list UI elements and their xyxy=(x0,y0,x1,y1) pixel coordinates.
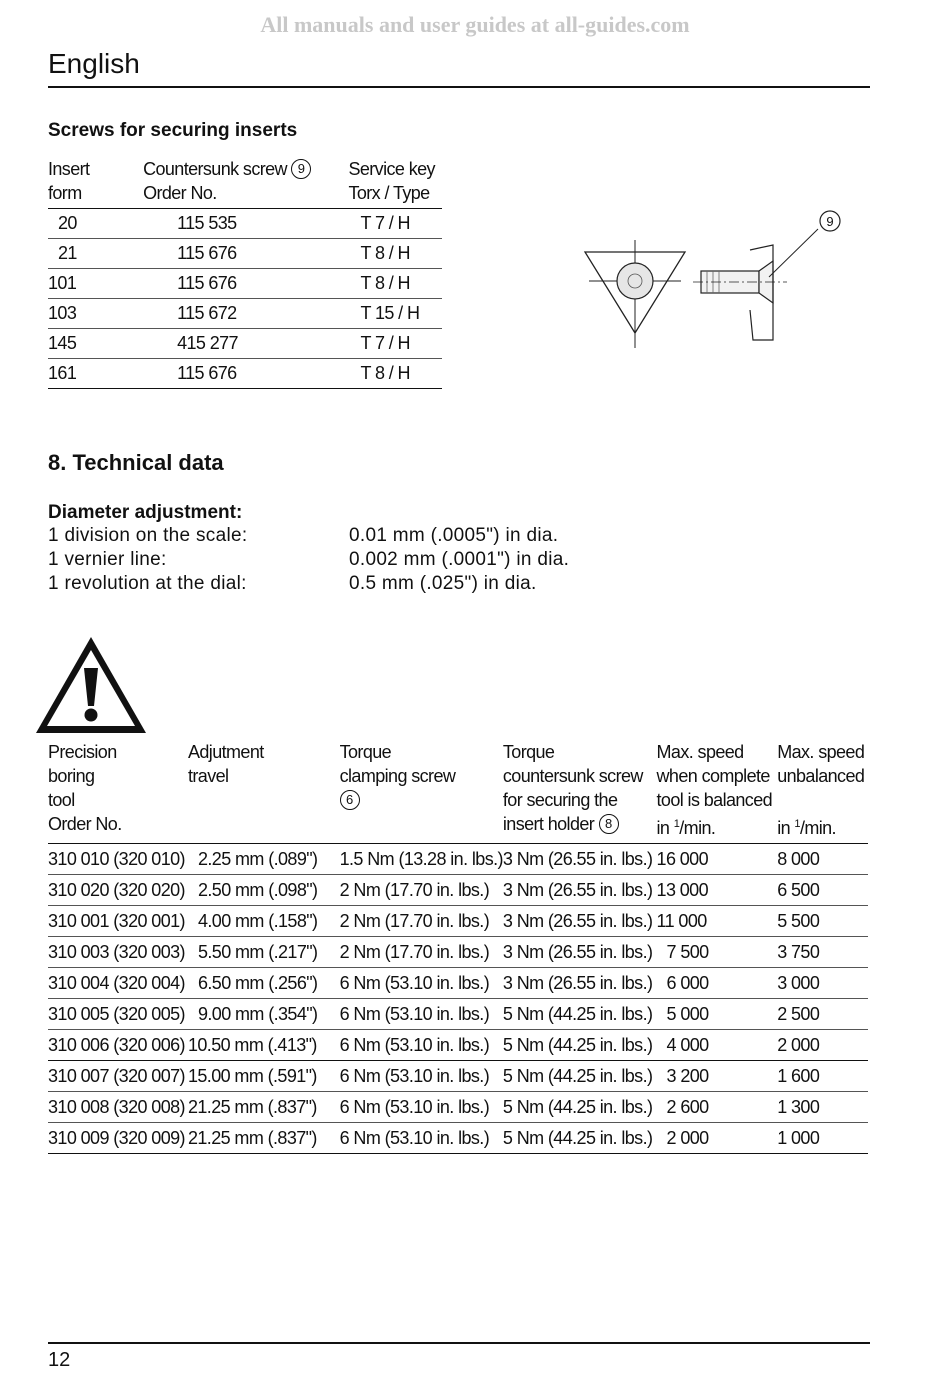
screws-table xyxy=(48,157,442,389)
spec-label: 1 revolution at the dial: xyxy=(48,573,247,594)
callout-leader xyxy=(769,229,818,277)
header-service-key: Service key Torx / Type xyxy=(348,157,442,209)
footer-rule xyxy=(48,1342,870,1344)
header-precision-boring-tool: Precision boring tool Order No. xyxy=(48,740,188,844)
language-heading: English xyxy=(48,48,140,79)
technical-table-header xyxy=(48,740,868,844)
screws-table-header xyxy=(48,157,442,209)
table-row: 310 005 (320 005) 9.00 mm (.354") 6 Nm (53.10 in. lbs.) 5 Nm (44.25 in. lbs.) 5 000 2 500 xyxy=(48,999,868,1030)
table-row: 310 004 (320 004) 6.50 mm (.256") 6 Nm (53.10 in. lbs.) 3 Nm (26.55 in. lbs.) 6 000 3 000 xyxy=(48,968,868,999)
technical-data-title: 8. Technical data xyxy=(48,450,224,475)
table-row: 310 006 (320 006) 10.50 mm (.413") 6 Nm (53.10 in. lbs.) 5 Nm (44.25 in. lbs.) 4 000 2 000 xyxy=(48,1030,868,1061)
spec-label: 1 division on the scale: xyxy=(48,525,248,546)
watermark: All manuals and user guides at all-guides.com xyxy=(260,12,690,37)
table-row: 103 115 672 T 15 / H xyxy=(48,299,442,329)
table-row: 310 020 (320 020) 2.50 mm (.098") 2 Nm (17.70 in. lbs.) 3 Nm (26.55 in. lbs.) 13 000 6 500 xyxy=(48,875,868,906)
table-row: 101 115 676 T 8 / H xyxy=(48,269,442,299)
spec-row xyxy=(48,573,537,595)
screws-section-title: Screws for securing inserts xyxy=(48,120,298,141)
insert-screw-diagram xyxy=(575,205,855,355)
header-max-speed-unbalanced: Max. speed unbalanced in $^1$/min. xyxy=(777,740,868,844)
spec-row xyxy=(48,525,559,547)
spec-value: 0.5 mm (.025") in dia. xyxy=(349,573,537,594)
callout-marker: 9 xyxy=(291,159,311,179)
screw-head-circle xyxy=(617,263,653,299)
technical-data-table xyxy=(48,740,868,1154)
table-row: 161 115 676 T 8 / H xyxy=(48,359,442,389)
table-row: 21 115 676 T 8 / H xyxy=(48,239,442,269)
header-insert-form: Insert form xyxy=(48,157,143,209)
table-row: 310 010 (320 010) 2.25 mm (.089") 1.5 Nm (13.28 in. lbs.) 3 Nm (26.55 in. lbs.) 16 000 8 000 xyxy=(48,844,868,875)
table-row: 310 001 (320 001) 4.00 mm (.158") 2 Nm (17.70 in. lbs.) 3 Nm (26.55 in. lbs.) 11 000 5 500 xyxy=(48,906,868,937)
table-row: 20 115 535 T 7 / H xyxy=(48,209,442,239)
spec-label: 1 vernier line: xyxy=(48,549,167,570)
callout-marker: 8 xyxy=(599,814,619,834)
table-row: 145 415 277 T 7 / H xyxy=(48,329,442,359)
header-torque-clamping-screw: Torque clamping screw 6 xyxy=(340,740,503,844)
spec-row xyxy=(48,549,570,571)
diameter-adjustment-title: Diameter adjustment: xyxy=(48,502,243,523)
callout-number: 9 xyxy=(826,214,834,229)
table-row: 310 008 (320 008) 21.25 mm (.837") 6 Nm (53.10 in. lbs.) 5 Nm (44.25 in. lbs.) 2 600 1 300 xyxy=(48,1092,868,1123)
table-row: 310 007 (320 007) 15.00 mm (.591") 6 Nm (53.10 in. lbs.) 5 Nm (44.25 in. lbs.) 3 200 1 600 xyxy=(48,1061,868,1092)
header-adjustment-travel: Adjutment travel xyxy=(188,740,340,844)
table-row: 310 009 (320 009) 21.25 mm (.837") 6 Nm (53.10 in. lbs.) 5 Nm (44.25 in. lbs.) 2 000 1 000 xyxy=(48,1123,868,1154)
table-row: 310 003 (320 003) 5.50 mm (.217") 2 Nm (17.70 in. lbs.) 3 Nm (26.55 in. lbs.) 7 500 3 750 xyxy=(48,937,868,968)
warning-triangle-icon xyxy=(33,634,149,736)
callout-marker: 6 xyxy=(340,790,360,810)
header-torque-countersunk-screw: Torque countersunk screw for securing the insert holder 8 xyxy=(503,740,657,844)
header-max-speed-balanced: Max. speed when complete tool is balanced in $^1$/min. xyxy=(657,740,778,844)
page-number: 12 xyxy=(48,1349,71,1371)
spec-value: 0.01 mm (.0005") in dia. xyxy=(349,525,559,546)
header-rule xyxy=(48,86,870,88)
spec-value: 0.002 mm (.0001") in dia. xyxy=(349,549,570,570)
header-countersunk-screw: Countersunk screw 9 Order No. xyxy=(143,157,348,209)
